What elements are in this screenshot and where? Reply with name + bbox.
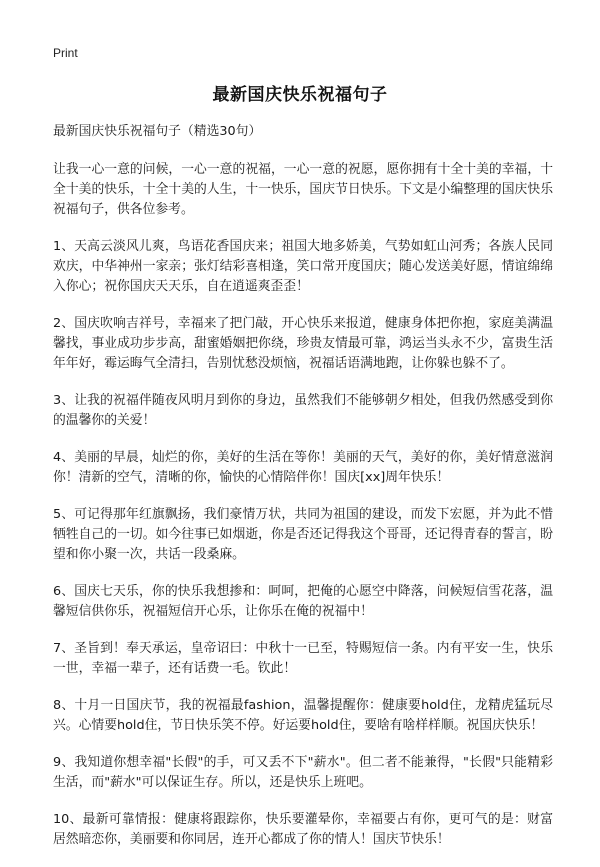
wish-paragraph: 8、十月一日国庆节，我的祝福最fashion，温馨提醒你：健康要hold住，龙精虎猛玩尽兴。心情要hold住，节日快乐笑不停。好运要hold住，要啥有啥样样顺。祝国庆快乐！: [53, 698, 553, 733]
wish-paragraph: 3、让我的祝福伴随夜风明月到你的身边，虽然我们不能够朝夕相处，但我仍然感受到你的温馨你的关爱！: [53, 393, 553, 428]
wish-paragraph: 4、美丽的早晨，灿烂的你，美好的生活在等你！美丽的天气，美好的你，美好情意滋润你！清新的空气，清晰的你，愉快的心情陪伴你！国庆[xx]周年快乐！: [53, 450, 553, 485]
print-link[interactable]: Print: [53, 46, 78, 60]
article-subtitle: 最新国庆快乐祝福句子（精选30句）: [53, 124, 262, 139]
wish-paragraph: 7、圣旨到！奉天承运，皇帝诏曰：中秋十一已至，特赐短信一条。内有平安一生，快乐一世，幸福一辈子，还有话费一毛。钦此！: [53, 641, 553, 676]
wish-paragraph: 2、国庆吹响吉祥号，幸福来了把门敲，开心快乐来报道，健康身体把你抱，家庭美满温馨找，事业成功步步高，甜蜜婚姻把你绕，珍贵友情最可靠，鸿运当头永不少，富贵生活年年好，霉运晦气全清扫，告别忧愁没烦恼，祝福话语满地跑，让你躲也躲不了。: [53, 316, 553, 371]
wish-paragraph: 1、天高云淡风儿爽，鸟语花香国庆来；祖国大地多娇美，气势如虹山河秀；各族人民同欢庆，中华神州一家亲；张灯结彩喜相逢，笑口常开度国庆；随心发送美好愿，情谊绵绵入你心；祝你国庆天天乐，自在逍遥爽歪歪！: [53, 239, 553, 294]
wish-paragraph: 5、可记得那年红旗飘扬，我们豪情万状，共同为祖国的建设，而发下宏愿，并为此不惜牺牲自己的一切。如今往事已如烟逝，你是否还记得我这个哥哥，还记得青春的誓言，盼望和你小聚一次，共话一段桑麻。: [53, 507, 553, 562]
wish-paragraph: 10、最新可靠情报：健康将跟踪你，快乐要灌晕你，幸福要占有你，更可气的是：财富居然暗恋你，美丽要和你同居，连开心都成了你的情人！国庆节快乐！: [53, 812, 553, 847]
wish-paragraph: 6、国庆七天乐，你的快乐我想掺和：呵呵，把俺的心愿空中降落，问候短信雪花落，温馨短信供你乐，祝福短信开心乐，让你乐在俺的祝福中！: [53, 584, 553, 619]
intro-paragraph: 让我一心一意的问候，一心一意的祝福，一心一意的祝愿，愿你拥有十全十美的幸福，十全十美的快乐，十全十美的人生，十一快乐，国庆节日快乐。下文是小编整理的国庆快乐祝福句子，供各位参考。: [53, 162, 553, 217]
page-title: 最新国庆快乐祝福句子: [212, 85, 388, 105]
wish-paragraph: 9、我知道你想幸福"长假"的手，可又丢不下"薪水"。但二者不能兼得，"长假"只能精彩生活，而"薪水"可以保证生存。所以，还是快乐上班吧。: [53, 755, 553, 790]
article-body: [53, 122, 553, 867]
